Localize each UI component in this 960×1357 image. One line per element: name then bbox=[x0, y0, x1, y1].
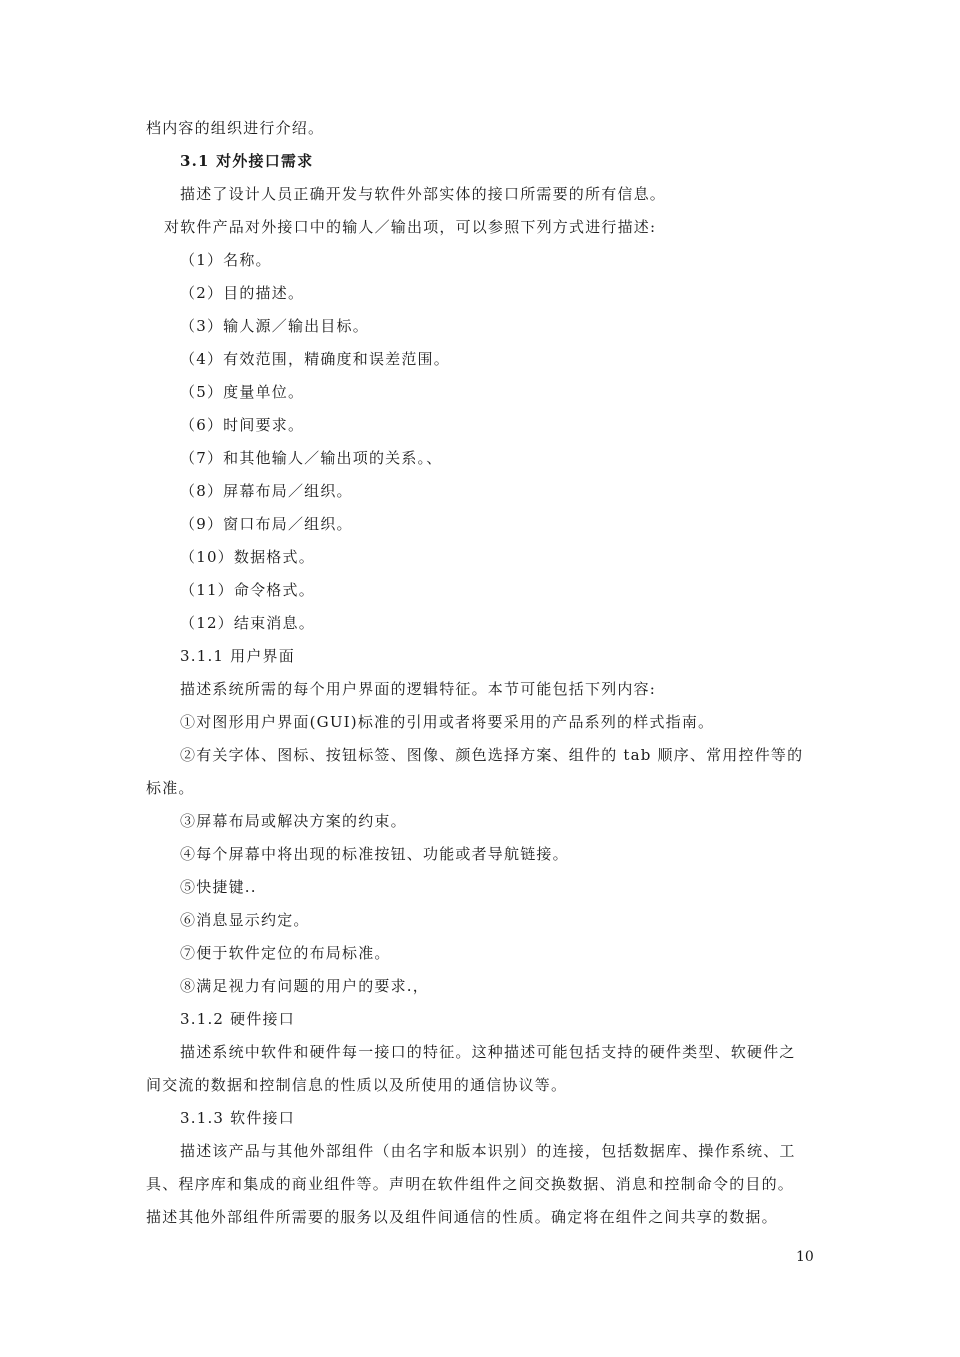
section-heading-3-1-1: 3.1.1 用户界面 bbox=[180, 647, 295, 665]
list-item: （3）输人源／输出目标。 bbox=[180, 317, 369, 335]
paragraph-continuation: 档内容的组织进行介绍。 bbox=[146, 119, 325, 137]
list-item: ⑥消息显示约定。 bbox=[180, 911, 310, 929]
list-item: （11）命令格式。 bbox=[180, 581, 315, 599]
paragraph-text: 对软件产品对外接口中的输人／输出项，可以参照下列方式进行描述: bbox=[164, 218, 657, 236]
section-heading-3-1-3: 3.1.3 软件接口 bbox=[180, 1109, 295, 1127]
list-item: （9）窗口布局／组织。 bbox=[180, 515, 353, 533]
list-item: ②有关字体、图标、按钮标签、图像、颜色选择方案、组件的 tab 顺序、常用控件等的 bbox=[180, 746, 804, 764]
list-item: （8）屏幕布局／组织。 bbox=[180, 482, 353, 500]
list-item: ①对图形用户界面(GUI)标准的引用或者将要采用的产品系列的样式指南。 bbox=[180, 713, 715, 731]
list-item: ④每个屏幕中将出现的标准按钮、功能或者导航链接。 bbox=[180, 845, 569, 863]
paragraph-text: 间交流的数据和控制信息的性质以及所使用的通信协议等。 bbox=[146, 1076, 568, 1094]
paragraph-text: 描述其他外部组件所需要的服务以及组件间通信的性质。确定将在组件之间共享的数据。 bbox=[146, 1208, 778, 1226]
list-item: ⑦便于软件定位的布局标准。 bbox=[180, 944, 391, 962]
list-item: （1）名称。 bbox=[180, 251, 272, 269]
list-item: （4）有效范围，精确度和误差范围。 bbox=[180, 350, 450, 368]
paragraph-text: 描述系统中软件和硬件每一接口的特征。这种描述可能包括支持的硬件类型、软硬件之 bbox=[180, 1043, 796, 1061]
paragraph-text: 描述了设计人员正确开发与软件外部实体的接口所需要的所有信息。 bbox=[180, 185, 667, 203]
paragraph-text: 具、程序库和集成的商业组件等。声明在软件组件之间交换数据、消息和控制命令的目的。 bbox=[146, 1175, 795, 1193]
list-item: （2）目的描述。 bbox=[180, 284, 305, 302]
paragraph-text: 描述该产品与其他外部组件（由名字和版本识别）的连接，包括数据库、操作系统、工 bbox=[180, 1142, 796, 1160]
list-item-continuation: 标准。 bbox=[146, 779, 195, 797]
page-number: 10 bbox=[796, 1249, 814, 1265]
list-item: ⑧满足视力有问题的用户的要求.， bbox=[180, 977, 429, 995]
list-item: ③屏幕布局或解决方案的约束。 bbox=[180, 812, 407, 830]
list-item: （12）结束消息。 bbox=[180, 614, 315, 632]
list-item: （7）和其他输人／输出项的关系。、 bbox=[180, 449, 443, 467]
section-heading-3-1-2: 3.1.2 硬件接口 bbox=[180, 1010, 295, 1028]
list-item: （10）数据格式。 bbox=[180, 548, 315, 566]
list-item: （5）度量单位。 bbox=[180, 383, 305, 401]
paragraph-text: 描述系统所需的每个用户界面的逻辑特征。本节可能包括下列内容: bbox=[180, 680, 657, 698]
list-item: ⑤快捷键.. bbox=[180, 878, 257, 896]
list-item: （6）时间要求。 bbox=[180, 416, 305, 434]
section-heading-3-1: 3.1 对外接口需求 bbox=[180, 152, 314, 170]
